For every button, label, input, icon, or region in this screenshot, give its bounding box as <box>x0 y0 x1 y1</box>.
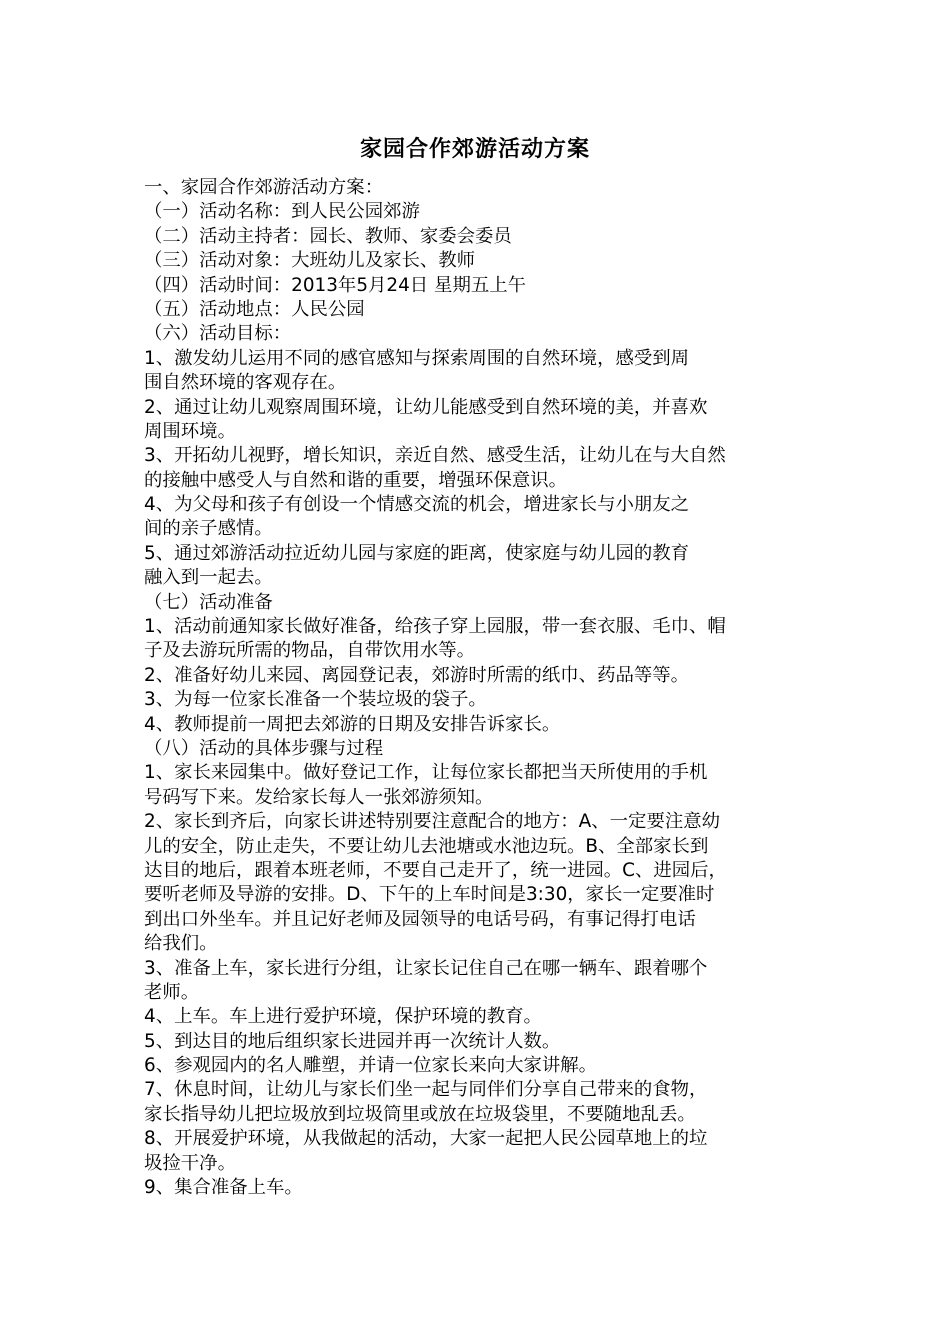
document-line: 围自然环境的客观存在。 <box>144 372 347 394</box>
document-line: （八）活动的具体步骤与过程 <box>144 737 384 759</box>
document-line: 达目的地后，跟着本班老师，不要自己走开了，统一进园。C、进园后， <box>144 859 727 881</box>
document-line: 4、教师提前一周把去郊游的日期及安排告诉家长。 <box>144 713 561 735</box>
document-line: 8、开展爱护环境，从我做起的活动，大家一起把人民公园草地上的垃 <box>144 1128 708 1150</box>
document-line: （二）活动主持者：园长、教师、家委会委员 <box>144 225 512 247</box>
document-line: 6、参观园内的名人雕塑，并请一位家长来向大家讲解。 <box>144 1055 598 1077</box>
document-line: 1、家长来园集中。做好登记工作，让每位家长都把当天所使用的手机 <box>144 762 708 784</box>
document-line: 4、上车。车上进行爱护环境，保护环境的教育。 <box>144 1006 542 1028</box>
document-line: 家长指导幼儿把垃圾放到垃圾筒里或放在垃圾袋里，不要随地乱丢。 <box>144 1103 696 1125</box>
document-line: 圾捡干净。 <box>144 1152 236 1174</box>
document-line: 5、到达目的地后组织家长进园并再一次统计人数。 <box>144 1030 561 1052</box>
document-line: 5、通过郊游活动拉近幼儿园与家庭的距离，使家庭与幼儿园的教育 <box>144 542 690 564</box>
document-body <box>144 176 814 1200</box>
document-line: 3、准备上车，家长进行分组，让家长记住自己在哪一辆车、跟着哪个 <box>144 957 708 979</box>
document-line: 的接触中感受人与自然和谐的重要，增强环保意识。 <box>144 469 567 491</box>
document-line: 老师。 <box>144 981 200 1003</box>
document-line: （三）活动对象：大班幼儿及家长、教师 <box>144 250 476 272</box>
document-line: 2、准备好幼儿来园、离园登记表，郊游时所需的纸巾、药品等等。 <box>144 664 690 686</box>
document-line: 9、集合准备上车。 <box>144 1177 303 1199</box>
document-line: （五）活动地点：人民公园 <box>144 298 365 320</box>
document-line: 一、家园合作郊游活动方案： <box>144 177 384 198</box>
document-line: 周围环境。 <box>144 420 236 442</box>
document-line: 儿的安全，防止走失，不要让幼儿去池塘或水池边玩。B、全部家长到 <box>144 835 709 857</box>
document-line: 融入到一起去。 <box>144 567 273 589</box>
document-line: 2、通过让幼儿观察周围环境，让幼儿能感受到自然环境的美，并喜欢 <box>144 396 708 418</box>
document-line: 子及去游玩所需的物品，自带饮用水等。 <box>144 640 476 662</box>
document-line: （一）活动名称：到人民公园郊游 <box>144 201 420 223</box>
document-line: 3、为每一位家长准备一个装垃圾的袋子。 <box>144 689 487 711</box>
document-line: 2、家长到齐后，向家长讲述特别要注意配合的地方：A、一定要注意幼 <box>144 811 721 833</box>
document-line: 到出口外坐车。并且记好老师及园领导的电话号码，有事记得打电话 <box>144 908 696 930</box>
document-line: 间的亲子感情。 <box>144 518 273 540</box>
document-line: 1、活动前通知家长做好准备，给孩子穿上园服，带一套衣服、毛巾、帽 <box>144 616 726 638</box>
document-title: 家园合作郊游活动方案 <box>359 136 590 162</box>
document-line: 号码写下来。发给家长每人一张郊游须知。 <box>144 786 494 808</box>
document-line: 3、开拓幼儿视野，增长知识，亲近自然、感受生活，让幼儿在与大自然 <box>144 445 726 467</box>
document-line: （七）活动准备 <box>144 591 273 613</box>
document-line: 给我们。 <box>144 933 218 955</box>
document-line: 1、激发幼儿运用不同的感官感知与探索周围的自然环境，感受到周 <box>144 347 690 369</box>
document-line: （六）活动目标： <box>144 323 292 345</box>
document-line: 要听老师及导游的安排。D、下午的上车时间是3:30，家长一定要准时 <box>144 884 715 906</box>
document-line: 4、为父母和孩子有创设一个情感交流的机会，增进家长与小朋友之 <box>144 494 690 516</box>
document-line: （四）活动时间：2013年5月24日 星期五上午 <box>144 274 527 296</box>
document-line: 7、休息时间，让幼儿与家长们坐一起与同伴们分享自己带来的食物， <box>144 1079 708 1101</box>
